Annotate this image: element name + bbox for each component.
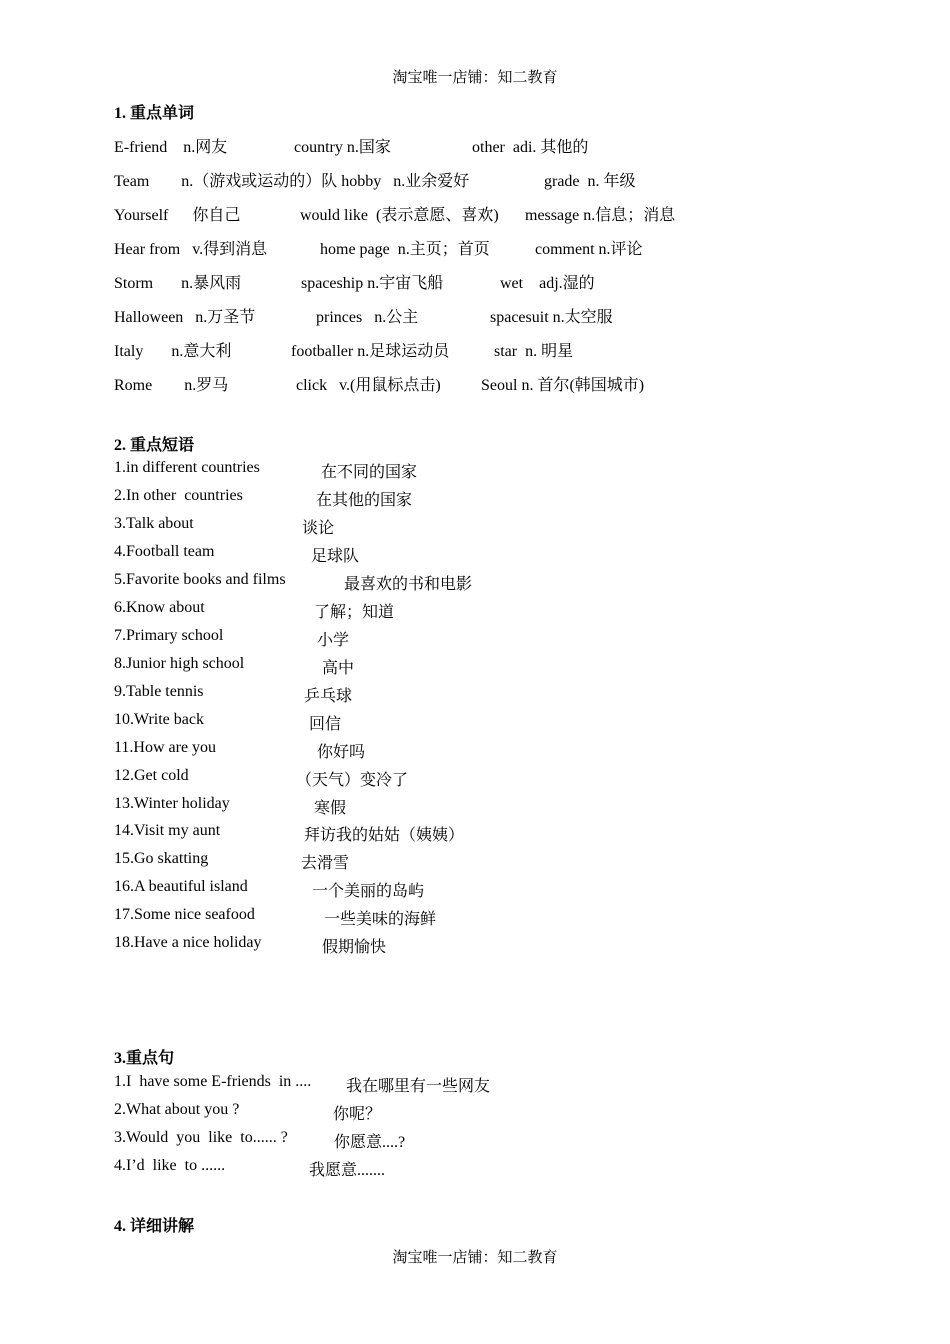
phrase-english: 16.A beautiful island [114, 878, 248, 895]
phrase-chinese: 拜访我的姑姑（姨姨） [304, 827, 465, 844]
vocab-entry: grade n. 年级 [544, 173, 636, 190]
vocab-entry: message n.信息；消息 [525, 207, 676, 224]
phrase-english: 8.Junior high school [114, 655, 245, 672]
vocab-entry: Yourself 你自己 [114, 207, 241, 224]
sentence-chinese: 我愿意....... [309, 1162, 386, 1179]
phrase-chinese: 在其他的国家 [316, 492, 413, 509]
phrase-chinese: 一个美丽的岛屿 [312, 883, 425, 900]
section-title-explanation: 4. 详细讲解 [114, 1218, 195, 1235]
phrase-english: 2.In other countries [114, 487, 243, 504]
vocab-entry: footballer n.足球运动员 [291, 343, 450, 360]
section-title-vocabulary: 1. 重点单词 [114, 105, 195, 122]
phrase-english: 17.Some nice seafood [114, 906, 255, 923]
vocab-entry: Storm n.暴风雨 [114, 275, 242, 292]
vocab-entry: Italy n.意大利 [114, 343, 232, 360]
phrase-chinese: 寒假 [314, 800, 347, 817]
phrase-chinese: （天气）变冷了 [296, 772, 409, 789]
phrase-chinese: 假期愉快 [322, 939, 387, 956]
phrase-english: 1.in different countries [114, 459, 260, 476]
phrase-chinese: 谈论 [302, 520, 335, 537]
phrase-chinese: 去滑雪 [301, 855, 350, 872]
phrase-english: 3.Talk about [114, 515, 194, 532]
phrase-chinese: 一些美味的海鲜 [324, 911, 437, 928]
phrase-chinese: 小学 [317, 632, 350, 649]
phrase-english: 14.Visit my aunt [114, 822, 221, 839]
vocab-entry: comment n.评论 [535, 241, 643, 258]
phrase-chinese: 最喜欢的书和电影 [344, 576, 473, 593]
vocab-entry: Halloween n.万圣节 [114, 309, 256, 326]
phrase-english: 6.Know about [114, 599, 205, 616]
page-footer: 淘宝唯一店铺：知二教育 [392, 1250, 558, 1266]
sentence-chinese: 你呢？ [333, 1106, 382, 1123]
vocab-entry: wet adj.湿的 [500, 275, 595, 292]
phrase-chinese: 回信 [309, 716, 342, 733]
vocab-entry: click v.(用鼠标点击) [296, 377, 441, 394]
vocab-entry: spaceship n.宇宙飞船 [301, 275, 444, 292]
vocab-entry: star n. 明星 [494, 343, 574, 360]
vocab-entry: home page n.主页；首页 [320, 241, 490, 258]
section-title-sentences: 3.重点句 [114, 1050, 175, 1067]
phrase-chinese: 你好吗 [317, 744, 366, 761]
sentence-english: 2.What about you ? [114, 1101, 240, 1118]
phrase-chinese: 在不同的国家 [321, 464, 418, 481]
vocab-entry: princes n.公主 [316, 309, 419, 326]
vocab-entry: would like (表示意愿、喜欢) [300, 207, 499, 224]
vocab-entry: Hear from v.得到消息 [114, 241, 268, 258]
vocab-entry: other adi. 其他的 [472, 139, 589, 156]
phrase-chinese: 足球队 [311, 548, 360, 565]
vocab-entry: Rome n.罗马 [114, 377, 229, 394]
phrase-chinese: 了解；知道 [314, 604, 395, 621]
sentence-english: 1.I have some E-friends in .... [114, 1073, 312, 1090]
phrase-english: 10.Write back [114, 711, 204, 728]
phrase-english: 9.Table tennis [114, 683, 204, 700]
vocab-entry: Seoul n. 首尔(韩国城市) [481, 377, 645, 394]
phrase-chinese: 乒乓球 [304, 688, 353, 705]
phrase-english: 11.How are you [114, 739, 217, 756]
sentence-chinese: 你愿意....? [334, 1134, 406, 1151]
sentence-chinese: 我在哪里有一些网友 [346, 1078, 491, 1095]
vocab-entry: Team n.（游戏或运动的）队 hobby n.业余爱好 [114, 173, 470, 190]
phrase-english: 18.Have a nice holiday [114, 934, 262, 951]
section-title-phrases: 2. 重点短语 [114, 437, 195, 454]
phrase-english: 4.Football team [114, 543, 215, 560]
phrase-english: 7.Primary school [114, 627, 224, 644]
phrase-english: 12.Get cold [114, 767, 189, 784]
sentence-english: 4.I’d like to ...... [114, 1157, 226, 1174]
vocab-entry: spacesuit n.太空服 [490, 309, 613, 326]
vocab-entry: country n.国家 [294, 139, 391, 156]
page-header: 淘宝唯一店铺：知二教育 [392, 70, 558, 86]
phrase-english: 15.Go skatting [114, 850, 209, 867]
phrase-chinese: 高中 [322, 660, 355, 677]
phrase-english: 13.Winter holiday [114, 795, 230, 812]
sentence-english: 3.Would you like to...... ? [114, 1129, 288, 1146]
vocab-entry: E-friend n.网友 [114, 139, 228, 156]
phrase-english: 5.Favorite books and films [114, 571, 286, 588]
